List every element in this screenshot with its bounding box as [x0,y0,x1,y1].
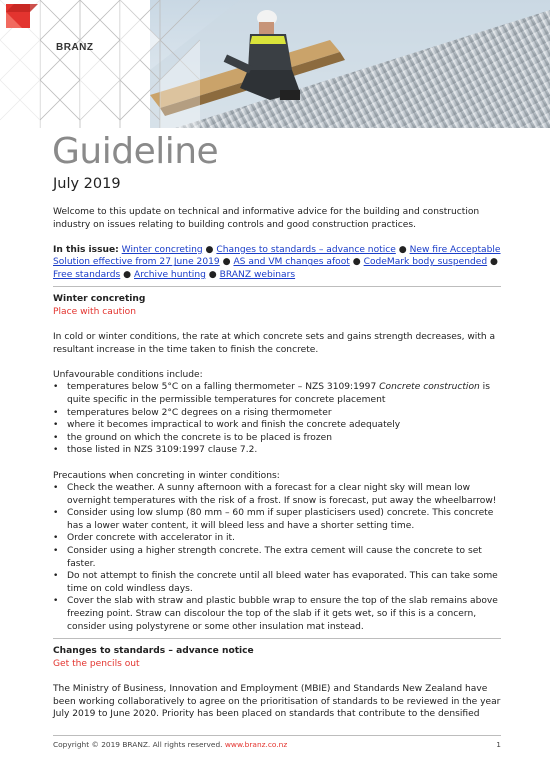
link-branz-webinars[interactable]: BRANZ webinars [219,269,296,280]
link-archive-hunting[interactable]: Archive hunting [134,269,206,280]
link-codemark-suspended[interactable]: CodeMark body suspended [363,257,488,268]
list-item: • temperatures below 2°C degrees on a rising thermometer [53,407,501,420]
page-footer [53,740,501,749]
divider [53,286,501,287]
list-item: • those listed in NZS 3109:1997 clause 7.2. [53,444,501,457]
precautions-list [53,482,501,633]
section-title-winter: Winter concreting [53,294,146,305]
list-item: • temperatures below 5°C on a falling thermometer – NZS 3109:1997 Concrete construction is quite specific in the permissible temperatures for concrete placement [53,381,501,406]
link-changes-to-standards[interactable]: Changes to standards – advance notice [216,244,396,255]
winter-paragraph: In cold or winter conditions, the rate at which concrete sets and gains strength decreases, with a resultant increase in the time taken to finish the concrete. [53,332,496,355]
list-item: • Consider using a higher strength concrete. The extra cement will cause the concrete to set faster. [53,545,501,570]
list-item: • Check the weather. A sunny afternoon with a forecast for a clear night sky will mean low overnight temperatures with the risk of a frost. If snow is forecast, put away the wheelbarrow! [53,482,501,507]
page-number: 1 [496,740,501,749]
in-this-issue: In this issue: Winter concreting ● Changes to standards – advance notice ● New fire Acceptable Solution effective from 27 June 2019 ● AS and VM changes afoot ● CodeMark body suspended ● Free standards ● Archive hunting ● BRANZ webinars [53,244,501,280]
footer-divider [53,735,501,736]
list-item: • Consider using low slump (80 mm – 60 mm if super plasticisers used) concrete. This concrete has a lower water content, it will bleed less and have a shorter setting time. [53,507,501,532]
branz-logo-icon [0,0,50,34]
precautions-intro: Precautions when concreting in winter conditions: [53,470,280,481]
footer-website-link[interactable]: www.branz.co.nz [224,740,288,749]
section-subtitle-winter: Place with caution [53,307,137,318]
link-as-vm-changes[interactable]: AS and VM changes afoot [233,257,350,268]
section-title-standards: Changes to standards – advance notice [53,646,254,657]
list-item: • Cover the slab with straw and plastic bubble wrap to ensure the top of the slab remains above freezing point. Straw can discolour the top of the slab if it gets wet, so if this is a concern, consider using polystyrene or some other insulation mat instead. [53,595,501,633]
list-item: • the ground on which the concrete is to be placed is frozen [53,432,501,445]
intro-paragraph: Welcome to this update on technical and informative advice for the building and construction industry on issues relating to building controls and good construction practices. [53,207,480,230]
link-winter-concreting[interactable]: Winter concreting [121,244,203,255]
in-this-issue-label: In this issue: [53,244,119,255]
issue-date: July 2019 [53,176,121,192]
divider [53,638,501,639]
page-title: Guideline [52,131,219,172]
document-body [53,206,501,721]
list-item: • Do not attempt to finish the concrete until all bleed water has evaporated. This can take some time on cold windless days. [53,570,501,595]
section-subtitle-standards: Get the pencils out [53,658,140,669]
unfavourable-list [53,381,501,457]
list-item: • where it becomes impractical to work and finish the concrete adequately [53,419,501,432]
hero-banner [0,0,550,128]
link-new-fire-acceptable-solution[interactable]: New fire Acceptable Solution effective from 27 June 2019 [53,244,501,268]
standards-paragraph: The Ministry of Business, Innovation and Employment (MBIE) and Standards New Zealand have been working collaboratively to agree on the prioritisation of standards to be reviewed in the year July 2019 to June 2020. Priority has been placed on standards that contribute to the densified [53,683,501,720]
link-free-standards[interactable]: Free standards [53,269,121,280]
list-item: • Order concrete with accelerator in it. [53,532,501,545]
copyright-text: Copyright © 2019 BRANZ. All rights reserved. [53,740,223,749]
roof-worker-photo [0,0,550,128]
brand-name: BRANZ [56,42,94,53]
unfavourable-intro: Unfavourable conditions include: [53,369,203,380]
